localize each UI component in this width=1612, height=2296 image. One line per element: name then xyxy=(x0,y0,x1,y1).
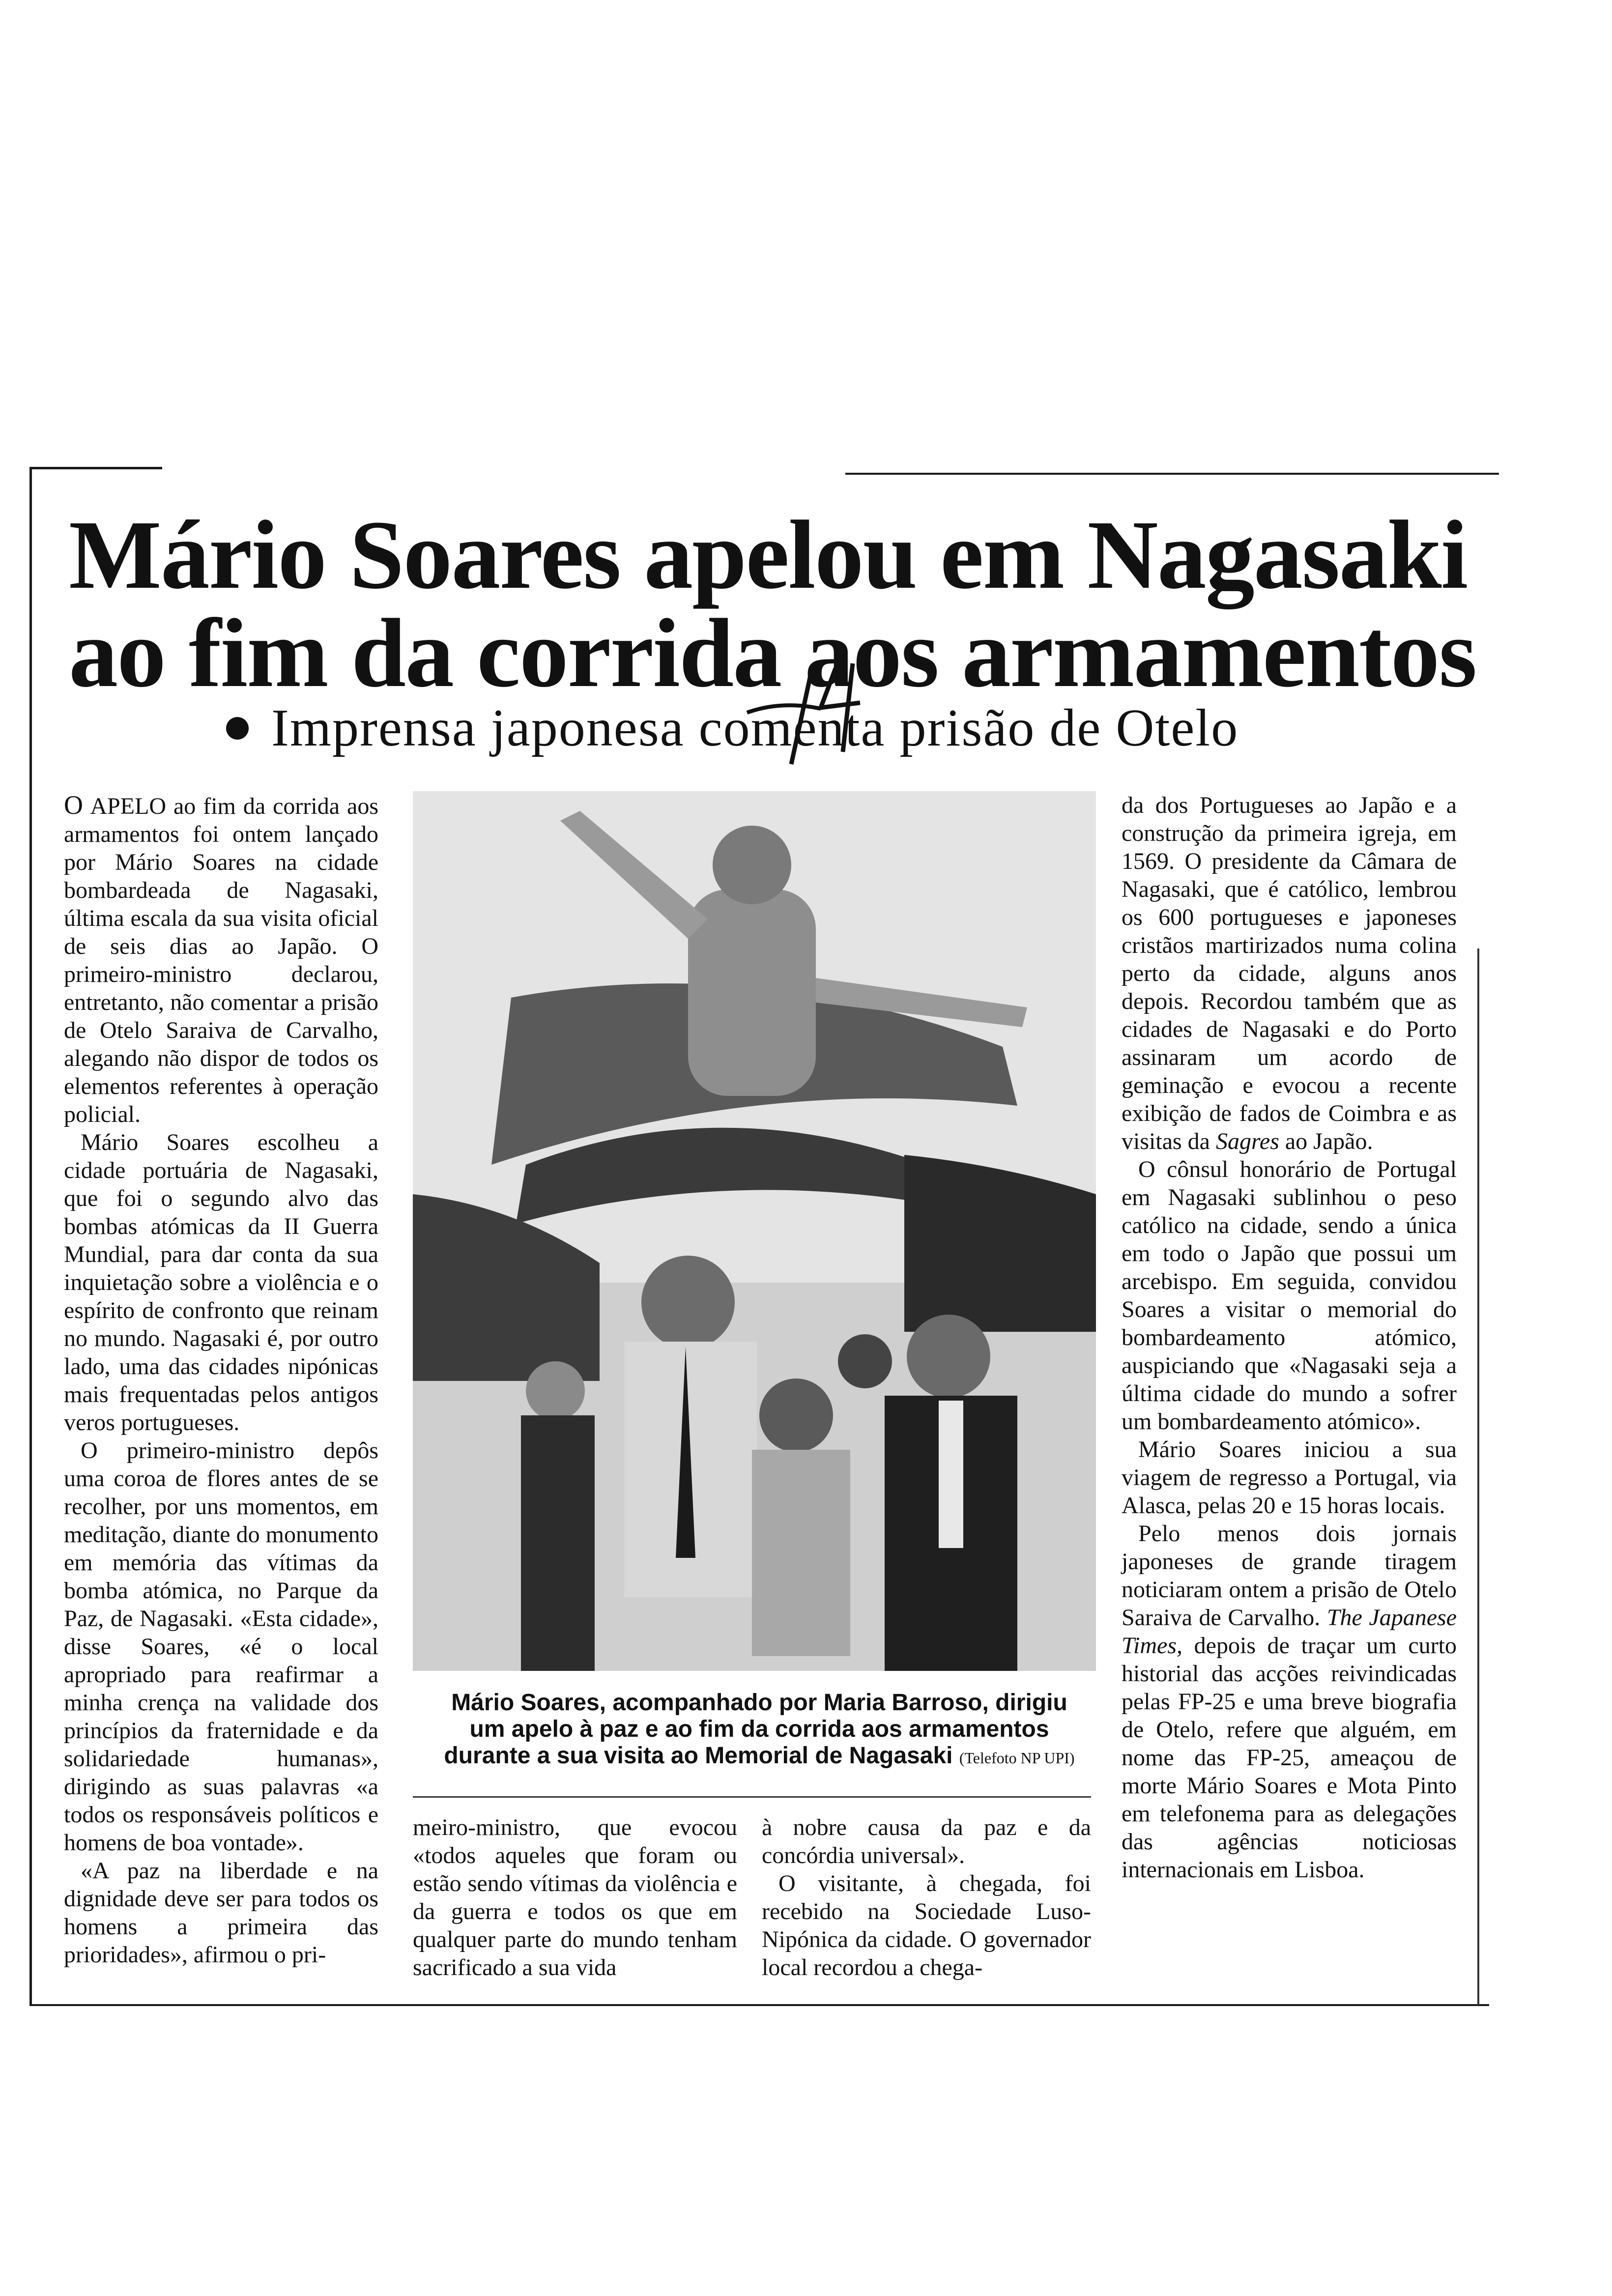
ship-name-italic: Sagres xyxy=(1215,1128,1279,1154)
frame-right-rule xyxy=(1477,948,1479,2005)
headline-line-1: Mário Soares apelou em Nagasaki xyxy=(69,501,1468,609)
paragraph: meiro-ministro, que evocou «todos aqueles que foram ou estão sendo vítimas da violência e da guerra e todos os que em qualquer parte do mundo tenham sacrificado a sua vida xyxy=(413,1814,737,1980)
subheadline xyxy=(226,698,1238,759)
subheadline-text: Imprensa japonesa comenta prisão de Otelo xyxy=(271,699,1239,757)
paragraph: O cônsul honorário de Portugal em Nagasaki sublinhou o peso católico na cidade, sendo a única em todo o Japão que possui um arcebispo. Em seguida, convidou Soares a visitar o memorial do bombardeamento atómico, auspiciando que «Nagasaki seja a última cidade do mundo a sofrer um bombardeamento atómico». xyxy=(1122,1156,1457,1435)
paragraph xyxy=(1122,1520,1457,1884)
drop-cap: O xyxy=(64,790,84,820)
paragraph: O visitante, à chegada, foi recebido na Sociedade Luso-Nipónica da cidade. O governador local recordou a chega- xyxy=(762,1870,1091,1980)
paragraph: Mário Soares escolheu a cidade portuária de Nagasaki, que foi o segundo alvo das bombas atómicas da II Guerra Mundial, para dar conta da sua inquietação sobre a violência e o espírito de confronto que reinam no mundo. Nagasaki é, por outro lado, uma das cidades nipónicas mais frequentadas pelos antigos veros portugueses. xyxy=(64,1129,378,1435)
article-column-3 xyxy=(762,1813,1091,1981)
newspaper-name-italic: The Japanese Times, xyxy=(1122,1605,1457,1659)
paragraph-text: da dos Portugueses ao Japão e a construção da primeira igreja, em 1569. O presidente da Câmara de Nagasaki, que é católico, lembrou os 600 portugueses e japoneses cristãos martirizados numa colina perto da cidade, alguns anos depois. Recordou também que as cidades de Nagasaki e do Porto assinaram um acordo de geminação e evocou a recente exibição de fados de Coimbra e as visitas da xyxy=(1122,792,1457,1154)
article-column-4 xyxy=(1122,791,1457,1884)
caption-text: Mário Soares, acompanhado por Maria Barroso, dirigiu um apelo à paz e ao fim da corrida aos armamentos durante a sua visita ao Memorial de Nagasaki xyxy=(444,1690,1067,1769)
bullet-icon xyxy=(226,717,249,740)
frame-top-rule-right xyxy=(845,473,1499,475)
memorial-photo-illustration xyxy=(413,791,1096,1671)
paragraph: «A paz na liberdade e na dignidade deve ser para todos os homens a primeira das prioridades», afirmou o pri- xyxy=(64,1858,378,1968)
paragraph-text: APELO ao fim da corrida aos armamentos foi ontem lançado por Mário Soares na cidade bombardeada de Nagasaki, última escala da sua visita oficial de seis dias ao Japão. O primeiro-ministro declarou, entretanto, não comentar a prisão de Otelo Saraiva de Carvalho, alegando não dispor de todos os elementos referentes à operação policial. xyxy=(64,793,378,1127)
paragraph: à nobre causa da paz e da concórdia universal». xyxy=(762,1814,1091,1868)
caption-rule xyxy=(413,1796,1091,1798)
article-column-2 xyxy=(413,1813,737,1981)
photo-caption xyxy=(432,1690,1086,1771)
paragraph-text-end: ao Japão. xyxy=(1285,1128,1373,1154)
frame-top-rule xyxy=(29,467,162,469)
paragraph xyxy=(1122,791,1457,1155)
paragraph-text: Pelo menos dois jornais japoneses de grande tiragem noticiaram ontem a prisão de Otelo Saraiva de Carvalho. xyxy=(1122,1521,1457,1631)
paragraph: O primeiro-ministro depôs uma coroa de flores antes de se recolher, por uns momentos, em meditação, diante do monumento em memória das vítimas da bomba atómica, no Parque da Paz, de Nagasaki. «Esta cidade», disse Soares, «é o local apropriado para reafirmar a minha crença na validade dos princípios da fraternidade e da solidariedade humanas», dirigindo as suas palavras «a todos os responsáveis políticos e homens de boa vontade». xyxy=(64,1437,378,1856)
headline-line-2: ao fim da corrida aos armamentos xyxy=(69,599,1476,708)
news-photo xyxy=(413,791,1096,1671)
paragraph: Mário Soares iniciou a sua viagem de regresso a Portugal, via Alasca, pelas 20 e 15 horas locais. xyxy=(1122,1436,1457,1519)
paragraph-text-end: depois de traçar um curto historial das acções reivindicadas pelas FP-25 e uma breve biografia de Otelo, refere que alguém, em nome das FP-25, ameaçou de morte Mário Soares e Mota Pinto em telefonema para as delegações das agências noticiosas internacionais em Lisboa. xyxy=(1122,1633,1457,1883)
handwritten-scribble-mark xyxy=(737,654,885,767)
article-column-1 xyxy=(64,791,378,1969)
photo-credit: (Telefoto NP UPI) xyxy=(959,1749,1075,1767)
paragraph xyxy=(64,791,378,1128)
frame-bottom-rule xyxy=(29,2004,1489,2006)
frame-left-rule xyxy=(29,467,32,2005)
